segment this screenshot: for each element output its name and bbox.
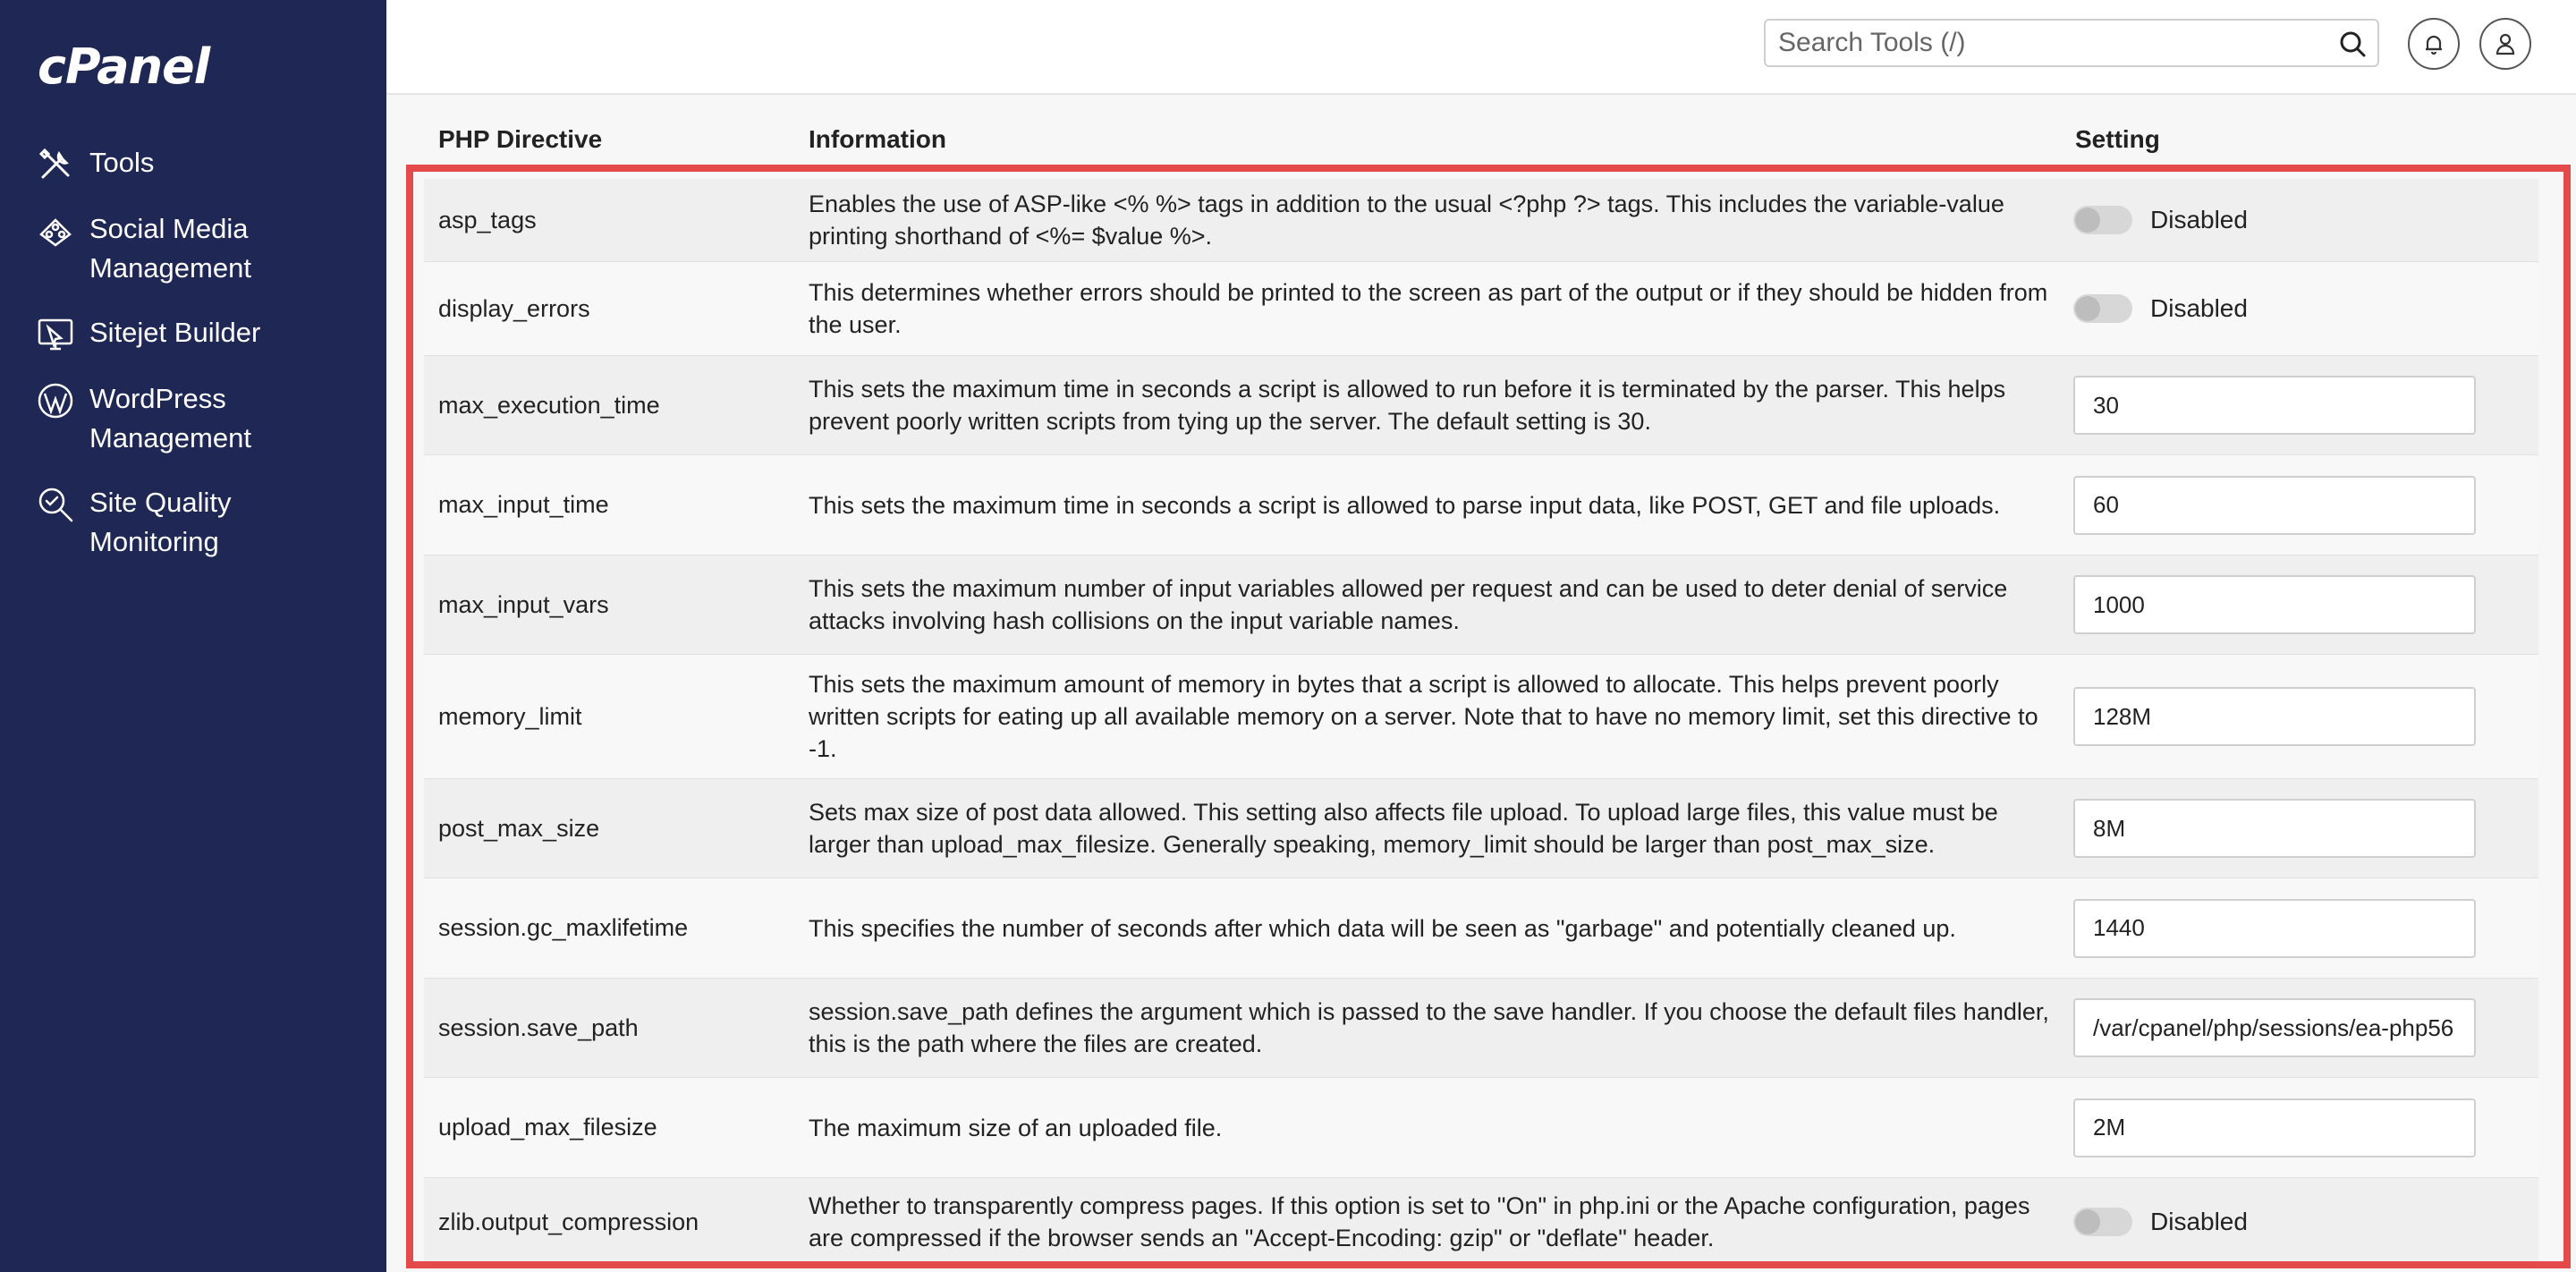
- sidebar-item-label: Social Media Management: [89, 213, 251, 284]
- toggle-switch[interactable]: [2073, 1208, 2132, 1236]
- directive-name: max_execution_time: [438, 391, 660, 419]
- directive-name: zlib.output_compression: [438, 1208, 699, 1235]
- setting-cell: [2073, 376, 2476, 435]
- setting-cell: [2073, 799, 2476, 858]
- sidebar-item-social-media[interactable]: [36, 209, 376, 288]
- directive-name: post_max_size: [438, 814, 600, 842]
- search-box: [1764, 19, 2379, 67]
- header-setting: Setting: [2075, 125, 2160, 153]
- directive-info: This sets the maximum number of input variables allowed per request and can be used to deter denial of service attacks involving hash collisions on the input variable names.: [809, 575, 2008, 634]
- cpanel-logo[interactable]: cPanel: [38, 38, 210, 95]
- setting-input[interactable]: [2073, 998, 2476, 1057]
- table-row: [424, 179, 2538, 262]
- header-directive: PHP Directive: [438, 125, 603, 153]
- table-row: [424, 779, 2538, 878]
- setting-cell: [2073, 476, 2476, 535]
- table-row: [424, 878, 2538, 979]
- notifications-button[interactable]: [2408, 18, 2460, 70]
- directive-info: Enables the use of ASP-like <% %> tags in addition to the usual <?php ?> tags. This includes the variable-value printing shorthand of <%= $value %>.: [809, 191, 2004, 250]
- setting-input[interactable]: [2073, 476, 2476, 535]
- directive-name: max_input_vars: [438, 590, 609, 618]
- directive-info: This sets the maximum time in seconds a script is allowed to run before it is terminated by the parser. This helps prevent poorly written scripts from tying up the server. The default setting is 30.: [809, 376, 2006, 435]
- setting-cell: [2073, 575, 2476, 634]
- toggle-switch[interactable]: [2073, 294, 2132, 323]
- toggle-switch[interactable]: [2073, 206, 2132, 234]
- directive-info: The maximum size of an uploaded file.: [809, 1114, 1223, 1141]
- setting-cell: [2073, 687, 2476, 746]
- setting-cell: [2073, 294, 2248, 323]
- setting-cell: [2073, 206, 2248, 234]
- directive-name: session.gc_maxlifetime: [438, 914, 689, 941]
- table-row: [424, 1178, 2538, 1267]
- directive-info: This specifies the number of seconds after which data will be seen as "garbage" and potentially cleaned up.: [809, 914, 1956, 942]
- user-menu-button[interactable]: [2479, 18, 2531, 70]
- table-row: [424, 979, 2538, 1078]
- table-row: [424, 356, 2538, 455]
- table-row: [424, 455, 2538, 555]
- setting-input[interactable]: [2073, 575, 2476, 634]
- sidebar-item-sitejet[interactable]: [36, 313, 376, 354]
- sidebar-item-wordpress[interactable]: [36, 379, 376, 458]
- setting-input[interactable]: [2073, 899, 2476, 958]
- directives-table: [424, 179, 2538, 1267]
- site-quality-icon: [36, 485, 75, 524]
- setting-cell: [2073, 1098, 2476, 1158]
- directive-info: This sets the maximum time in seconds a script is allowed to parse input data, like POST, GET and file uploads.: [809, 491, 2001, 519]
- directive-name: memory_limit: [438, 702, 582, 730]
- search-icon[interactable]: [2338, 30, 2367, 58]
- directive-info: session.save_path defines the argument which is passed to the save handler. If you choose the default files handler, this is the path where the files are created.: [809, 998, 2049, 1057]
- directive-info: Sets max size of post data allowed. This setting also affects file upload. To upload large files, this value must be larger than upload_max_filesize. Generally speaking, memory_limit should be larger than post_max_size.: [809, 799, 1998, 858]
- header-information: Information: [809, 125, 946, 153]
- sidebar-nav: [36, 143, 376, 587]
- wordpress-icon: [36, 381, 75, 420]
- directive-name: session.save_path: [438, 1013, 639, 1041]
- user-icon: [2493, 31, 2518, 56]
- sidebar-item-label: Tools: [89, 147, 155, 178]
- sidebar-item-tools[interactable]: [36, 143, 376, 184]
- table-row: [424, 1078, 2538, 1178]
- sidebar-item-site-quality[interactable]: [36, 483, 376, 562]
- directive-info: This determines whether errors should be printed to the screen as part of the output or if they should be hidden from the user.: [809, 279, 2048, 338]
- setting-input[interactable]: [2073, 376, 2476, 435]
- sidebar-item-label: WordPress Management: [89, 383, 251, 454]
- tools-icon: [36, 145, 75, 184]
- directive-name: max_input_time: [438, 491, 609, 518]
- setting-input[interactable]: [2073, 1098, 2476, 1158]
- toggle-label: Disabled: [2150, 1208, 2248, 1235]
- setting-input[interactable]: [2073, 687, 2476, 746]
- table-row: [424, 655, 2538, 779]
- setting-cell: [2073, 998, 2476, 1057]
- setting-cell: [2073, 899, 2476, 958]
- social-media-icon: [36, 211, 75, 250]
- directive-info: Whether to transparently compress pages. If this option is set to "On" in php.ini or the Apache configuration, pages are compressed if the browser sends an "Accept-Encoding: gzip" or "deflate" header.: [809, 1192, 2030, 1251]
- sitejet-icon: [36, 315, 75, 354]
- sidebar-item-label: Site Quality Monitoring: [89, 487, 232, 557]
- directive-name: asp_tags: [438, 206, 537, 233]
- directive-name: display_errors: [438, 294, 590, 322]
- search-input[interactable]: [1766, 21, 2315, 65]
- setting-input[interactable]: [2073, 799, 2476, 858]
- table-row: [424, 555, 2538, 655]
- sidebar: [0, 0, 386, 1272]
- setting-cell: [2073, 1208, 2248, 1236]
- table-row: [424, 262, 2538, 356]
- directive-info: This sets the maximum amount of memory in bytes that a script is allowed to allocate. This helps prevent poorly written scripts for eating up all available memory on a server. Note that to have no memory limit, set this directive to -1.: [809, 671, 2038, 762]
- sidebar-item-label: Sitejet Builder: [89, 317, 261, 348]
- toggle-label: Disabled: [2150, 294, 2248, 322]
- main-content: [386, 93, 2576, 1272]
- top-bar: [386, 0, 2576, 95]
- toggle-label: Disabled: [2150, 206, 2248, 233]
- bell-icon: [2421, 31, 2446, 56]
- directive-name: upload_max_filesize: [438, 1114, 657, 1141]
